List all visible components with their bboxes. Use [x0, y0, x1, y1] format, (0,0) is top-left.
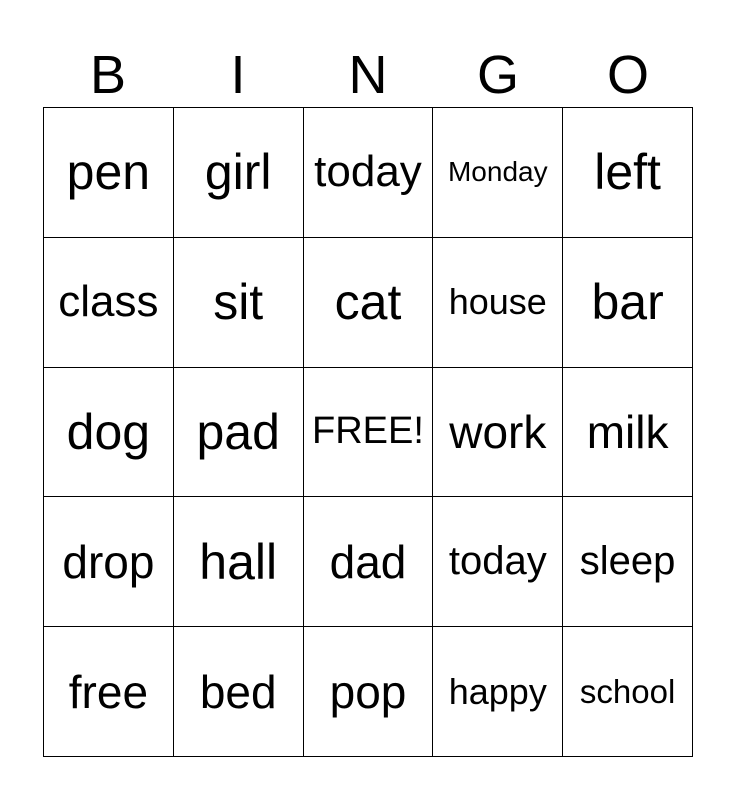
header-letter-n: N	[348, 45, 388, 105]
cell-word: pop	[329, 665, 407, 718]
bingo-cell[interactable]	[174, 627, 304, 757]
cell-word: bed	[199, 665, 277, 718]
cell-word: happy	[448, 670, 547, 712]
free-space-label: FREE!	[312, 410, 424, 453]
cell-word: dad	[329, 535, 407, 588]
cell-word: free	[68, 665, 149, 718]
bingo-cell[interactable]	[563, 238, 693, 368]
cell-word: left	[594, 144, 661, 201]
header-letter-i: I	[230, 45, 246, 105]
bingo-cell[interactable]	[563, 627, 693, 757]
cell-word: drop	[62, 535, 155, 588]
bingo-cell[interactable]	[563, 108, 693, 238]
cell-word: bar	[591, 274, 664, 331]
cell-word: cat	[334, 274, 402, 331]
bingo-cell[interactable]	[174, 368, 304, 498]
cell-word: milk	[586, 405, 669, 458]
bingo-cell[interactable]	[563, 497, 693, 627]
bingo-cell[interactable]	[433, 108, 563, 238]
bingo-cell[interactable]	[304, 627, 434, 757]
cell-word: work	[449, 405, 547, 458]
bingo-cell[interactable]	[174, 497, 304, 627]
bingo-cell[interactable]	[44, 238, 174, 368]
bingo-cell[interactable]	[44, 627, 174, 757]
header-letter-g: G	[476, 45, 519, 105]
cell-word: sit	[213, 274, 264, 331]
bingo-cell[interactable]	[433, 627, 563, 757]
cell-word: sleep	[579, 539, 676, 584]
cell-word: today	[448, 539, 547, 584]
cell-word: class	[58, 277, 159, 327]
bingo-card-grid	[43, 107, 693, 757]
cell-word: girl	[204, 144, 272, 201]
cell-word: pen	[66, 144, 151, 201]
bingo-cell[interactable]	[304, 497, 434, 627]
bingo-cell[interactable]	[44, 368, 174, 498]
bingo-cell[interactable]	[433, 238, 563, 368]
bingo-cell[interactable]	[433, 497, 563, 627]
header-letter-b: B	[89, 45, 127, 105]
bingo-cell[interactable]	[44, 108, 174, 238]
bingo-cell[interactable]	[563, 368, 693, 498]
bingo-cell[interactable]	[304, 108, 434, 238]
cell-word: hall	[199, 533, 278, 590]
bingo-header	[43, 42, 693, 108]
cell-word: pad	[196, 403, 280, 460]
bingo-cell[interactable]	[433, 368, 563, 498]
bingo-cell[interactable]	[174, 238, 304, 368]
cell-word: today	[314, 147, 422, 197]
cell-word: dog	[66, 403, 151, 460]
cell-word: house	[448, 281, 547, 323]
cell-word: Monday	[447, 156, 548, 188]
header-letter-o: O	[606, 45, 649, 105]
bingo-cell-free[interactable]	[304, 368, 434, 498]
bingo-cell[interactable]	[44, 497, 174, 627]
cell-word: school	[579, 672, 676, 710]
bingo-cell[interactable]	[174, 108, 304, 238]
bingo-cell[interactable]	[304, 238, 434, 368]
